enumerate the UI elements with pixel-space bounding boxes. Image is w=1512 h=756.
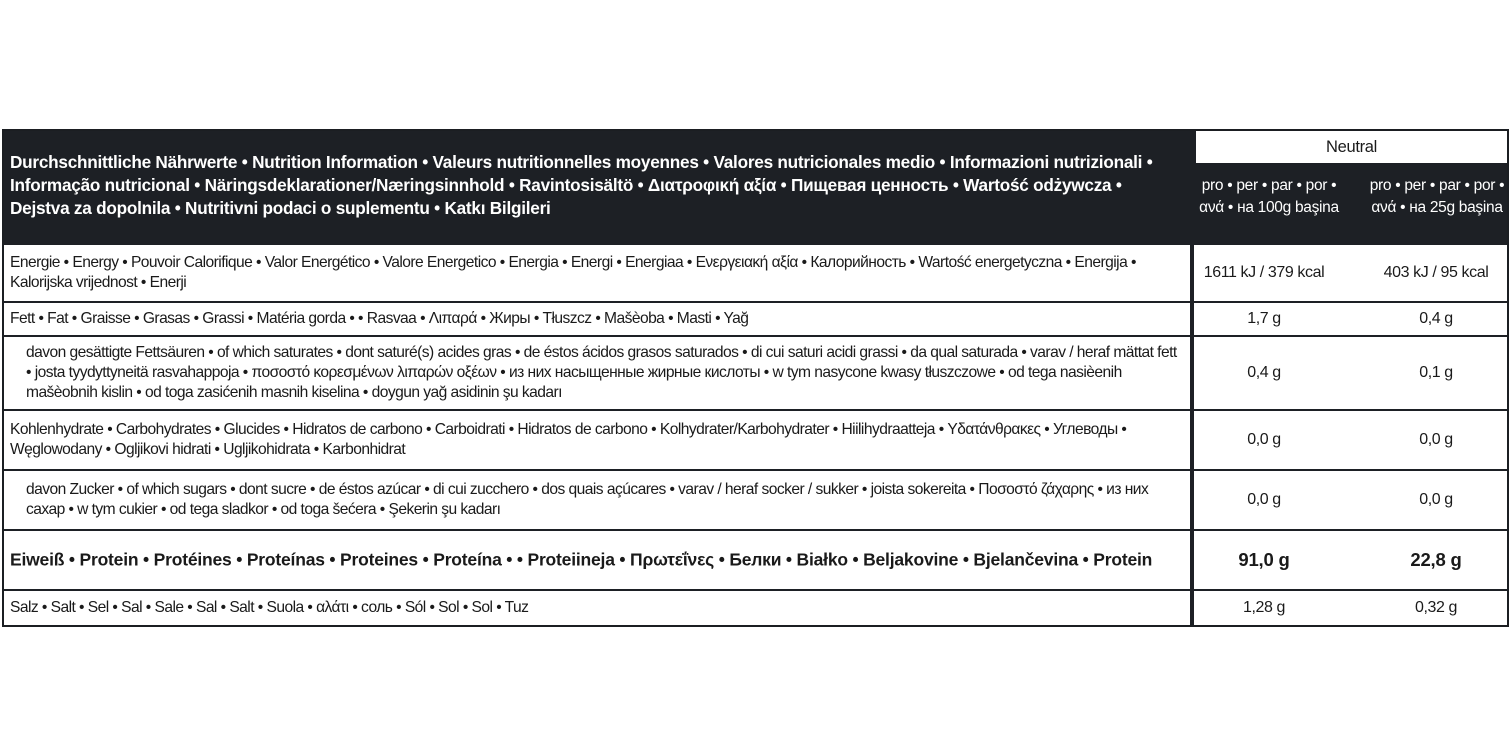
row-value-per-25g: 0,1 g [1419, 364, 1453, 381]
column-header-per-100g: pro • per • par • por • ανά • на 100g başina [1199, 177, 1339, 216]
column-header-per-25g: pro • per • par • por • ανά • на 25g başina [1369, 177, 1505, 216]
row-value-per-25g: 22,8 g [1410, 549, 1462, 570]
row-value-per-25g: 0,0 g [1419, 431, 1453, 448]
nutrition-header-columns [1190, 131, 1507, 245]
table-row-energy [4, 245, 1507, 301]
row-value-per-25g: 0,32 g [1414, 599, 1458, 616]
row-value-per-25g: 403 kJ / 95 kcal [1383, 264, 1489, 281]
row-label: Energie • Energy • Pouvoir Calorifique • Valor Energético • Valore Energetico • Energia • Energi • Energiaa • Ενεργειακή αξία • Калорийность • Wartość energetyczna • Energija • Kalorijska vrijednost • Enerji [10, 254, 1136, 291]
row-value-per-100g: 0,0 g [1247, 491, 1281, 508]
row-label: Salz • Salt • Sel • Sal • Sale • Sal • Salt • Suola • αλάτι • соль • Sól • Sol • Sol • Tuz [10, 599, 529, 616]
row-value-per-100g: 1611 kJ / 379 kcal [1203, 264, 1325, 281]
table-row-saturates [4, 337, 1507, 409]
table-row-salt [4, 591, 1507, 625]
row-value-per-100g: 0,0 g [1247, 431, 1281, 448]
row-value-per-100g: 1,28 g [1242, 599, 1286, 616]
row-label: Fett • Fat • Graisse • Grasas • Grassi • Matéria gorda • • Rasvaa • Λιπαρά • Жиры • Tłuszcz • Mašèoba • Masti • Yağ [10, 310, 749, 327]
table-row-carbohydrates [4, 411, 1507, 469]
nutrition-header-title [4, 131, 1190, 245]
row-label: Kohlenhydrate • Carbohydrates • Glucides • Hidratos de carbono • Carboidrati • Hidratos de carbono • Kolhydrater/Karbohydrater • Hiilihydraatteja • Υδατάνθρακες • Углеводы • Węglowodany • Ogljikovi hidrati • Ugljikohidrata • Karbonhidrat [10, 421, 1127, 458]
row-value-per-100g: 91,0 g [1238, 549, 1290, 570]
table-row-fat [4, 303, 1507, 335]
table-row-sugars [4, 471, 1507, 529]
header-title-text: Durchschnittliche Nährwerte • Nutrition Information • Valeurs nutritionnelles moyennes • Valores nutricionales medio • Informazioni nutrizionali • Informação nutricional • Näringsdeklarationer/Næringsinnhold • Ravintosisältö • Διατροφική αξία • Пищевая ценность • Wartość odżywcza • Dejstva za dopolnila • Nutritivni podaci o suplementu • Katkı Bilgileri [10, 152, 1153, 218]
row-label: davon gesättigte Fettsäuren • of which saturates • dont saturé(s) acides gras • de éstos ácidos grasos saturados • di cui saturi acidi grassi • da qual saturada • varav / heraf mättat fett • josta tyydyttyneitä rasvahappoja • ποσοστό κορεσμένων λιπαρών οξέων • из них насыщенные жирные кислоты • w tym nasycone kwasy tłuszczowe • od tega nasièenih mašèobnih kislin • od toga zasićenih masnih kiselina • doygun yağ asidinin şu kadarı [26, 344, 1177, 401]
row-value-per-25g: 0,4 g [1419, 310, 1453, 327]
row-label: davon Zucker • of which sugars • dont sucre • de éstos azúcar • di cui zucchero • dos quais açúcares • varav / heraf socker / sukker • joista sokereita • Ποσοστό ζάχαρης • из них сахар • w tym cukier • od tega sladkor • od toga šećera • Şekerin şu kadarı [26, 481, 1149, 518]
row-value-per-100g: 1,7 g [1247, 310, 1281, 327]
row-label: Eiweiß • Protein • Protéines • Proteínas • Proteines • Proteína • • Proteiineja • Πρωτεΐνες • Белки • Białko • Beljakovine • Bjelančevina • Protein [10, 549, 1153, 570]
flavor-label: Neutral [1196, 131, 1507, 163]
row-value-per-100g: 0,4 g [1247, 364, 1281, 381]
table-row-protein [4, 531, 1507, 589]
nutrition-table [2, 129, 1509, 627]
row-value-per-25g: 0,0 g [1419, 491, 1453, 508]
